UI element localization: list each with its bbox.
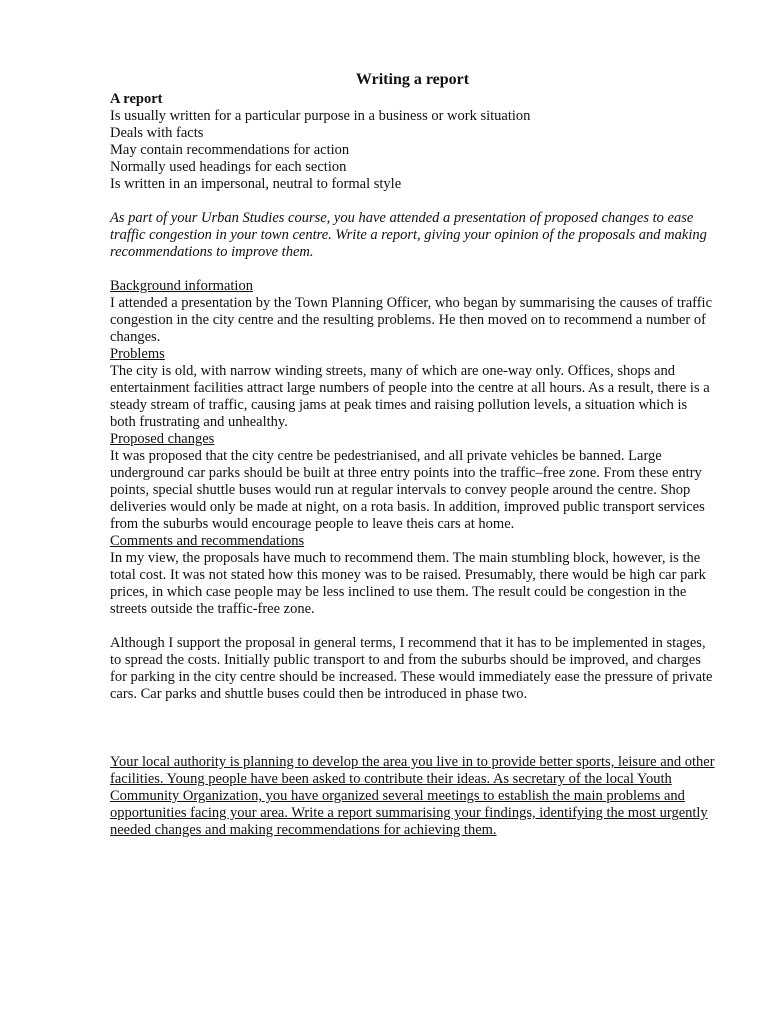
task-prompt-1: As part of your Urban Studies course, you have attended a presentation of proposed changes to ease traffic congestion in your town centre. Write a report, giving your opinion of the proposals and making recommendations to improve them. xyxy=(110,210,707,260)
intro-point: Is written in an impersonal, neutral to formal style xyxy=(110,176,402,192)
spacer xyxy=(110,618,715,635)
task-prompt-2: Your local authority is planning to develop the area you live in to provide better sports, leisure and other facilities. Young people have been asked to contribute their ideas. As secretary of the local Youth Community Organization, you have organized several meetings to establish the main problems and opportunities facing your area. Write a report summarising your findings, identifying the most urgently needed changes and making recommendations for achieving them. xyxy=(110,754,715,838)
intro-point: Is usually written for a particular purpose in a business or work situation xyxy=(110,108,531,124)
section-text-comments: In my view, the proposals have much to recommend them. The main stumbling block, however, is the total cost. It was not stated how this money was to be raised. Presumably, there would be high car park prices, in which case people may be less inclined to use them. The result could be congestion in the streets outside the traffic-free zone. xyxy=(110,550,706,617)
section-text-background: I attended a presentation by the Town Planning Officer, who began by summarising the causes of traffic congestion in the city centre and the resulting problems. He then moved on to recommend a number of changes. xyxy=(110,295,713,345)
document-title: Writing a report xyxy=(355,71,470,88)
section-text-problems: The city is old, with narrow winding streets, many of which are one-way only. Offices, shops and entertainment facilities attract large numbers of people into the centre at all hours. As a result, there is a steady stream of traffic, causing jams at peak times and raising pollution levels, a situation which is both frustrating and unhealthy. xyxy=(110,363,710,430)
intro-point: Deals with facts xyxy=(110,125,204,141)
document-page xyxy=(110,70,715,839)
intro-point: May contain recommendations for action xyxy=(110,142,350,158)
closing-paragraph: Although I support the proposal in general terms, I recommend that it has to be implemented in stages, to spread the costs. Initially public transport to and from the suburbs should be improved, and charges for parking in the city centre should be increased. These would immediately ease the pressure of private cars. Car parks and shuttle buses could then be introduced in phase two. xyxy=(110,635,713,702)
section-heading-problems: Problems xyxy=(110,346,165,362)
section-heading-background: Background information xyxy=(110,278,253,294)
section-text-proposed-changes: It was proposed that the city centre be pedestrianised, and all private vehicles be banned. Large underground car parks should be built at three entry points into the traffic–free zone. From these entry points, special shuttle buses would run at regular intervals to convey people around the centre. Shop deliveries would only be made at night, on a rota basis. In addition, improved public transport services from the suburbs would encourage people to leave theis cars at home. xyxy=(110,448,705,532)
spacer xyxy=(110,261,715,278)
spacer xyxy=(110,703,715,754)
spacer xyxy=(110,193,715,210)
intro-heading: A report xyxy=(110,91,163,107)
section-heading-comments: Comments and recommendations xyxy=(110,533,305,549)
section-heading-proposed-changes: Proposed changes xyxy=(110,431,215,447)
intro-point: Normally used headings for each section xyxy=(110,159,347,175)
